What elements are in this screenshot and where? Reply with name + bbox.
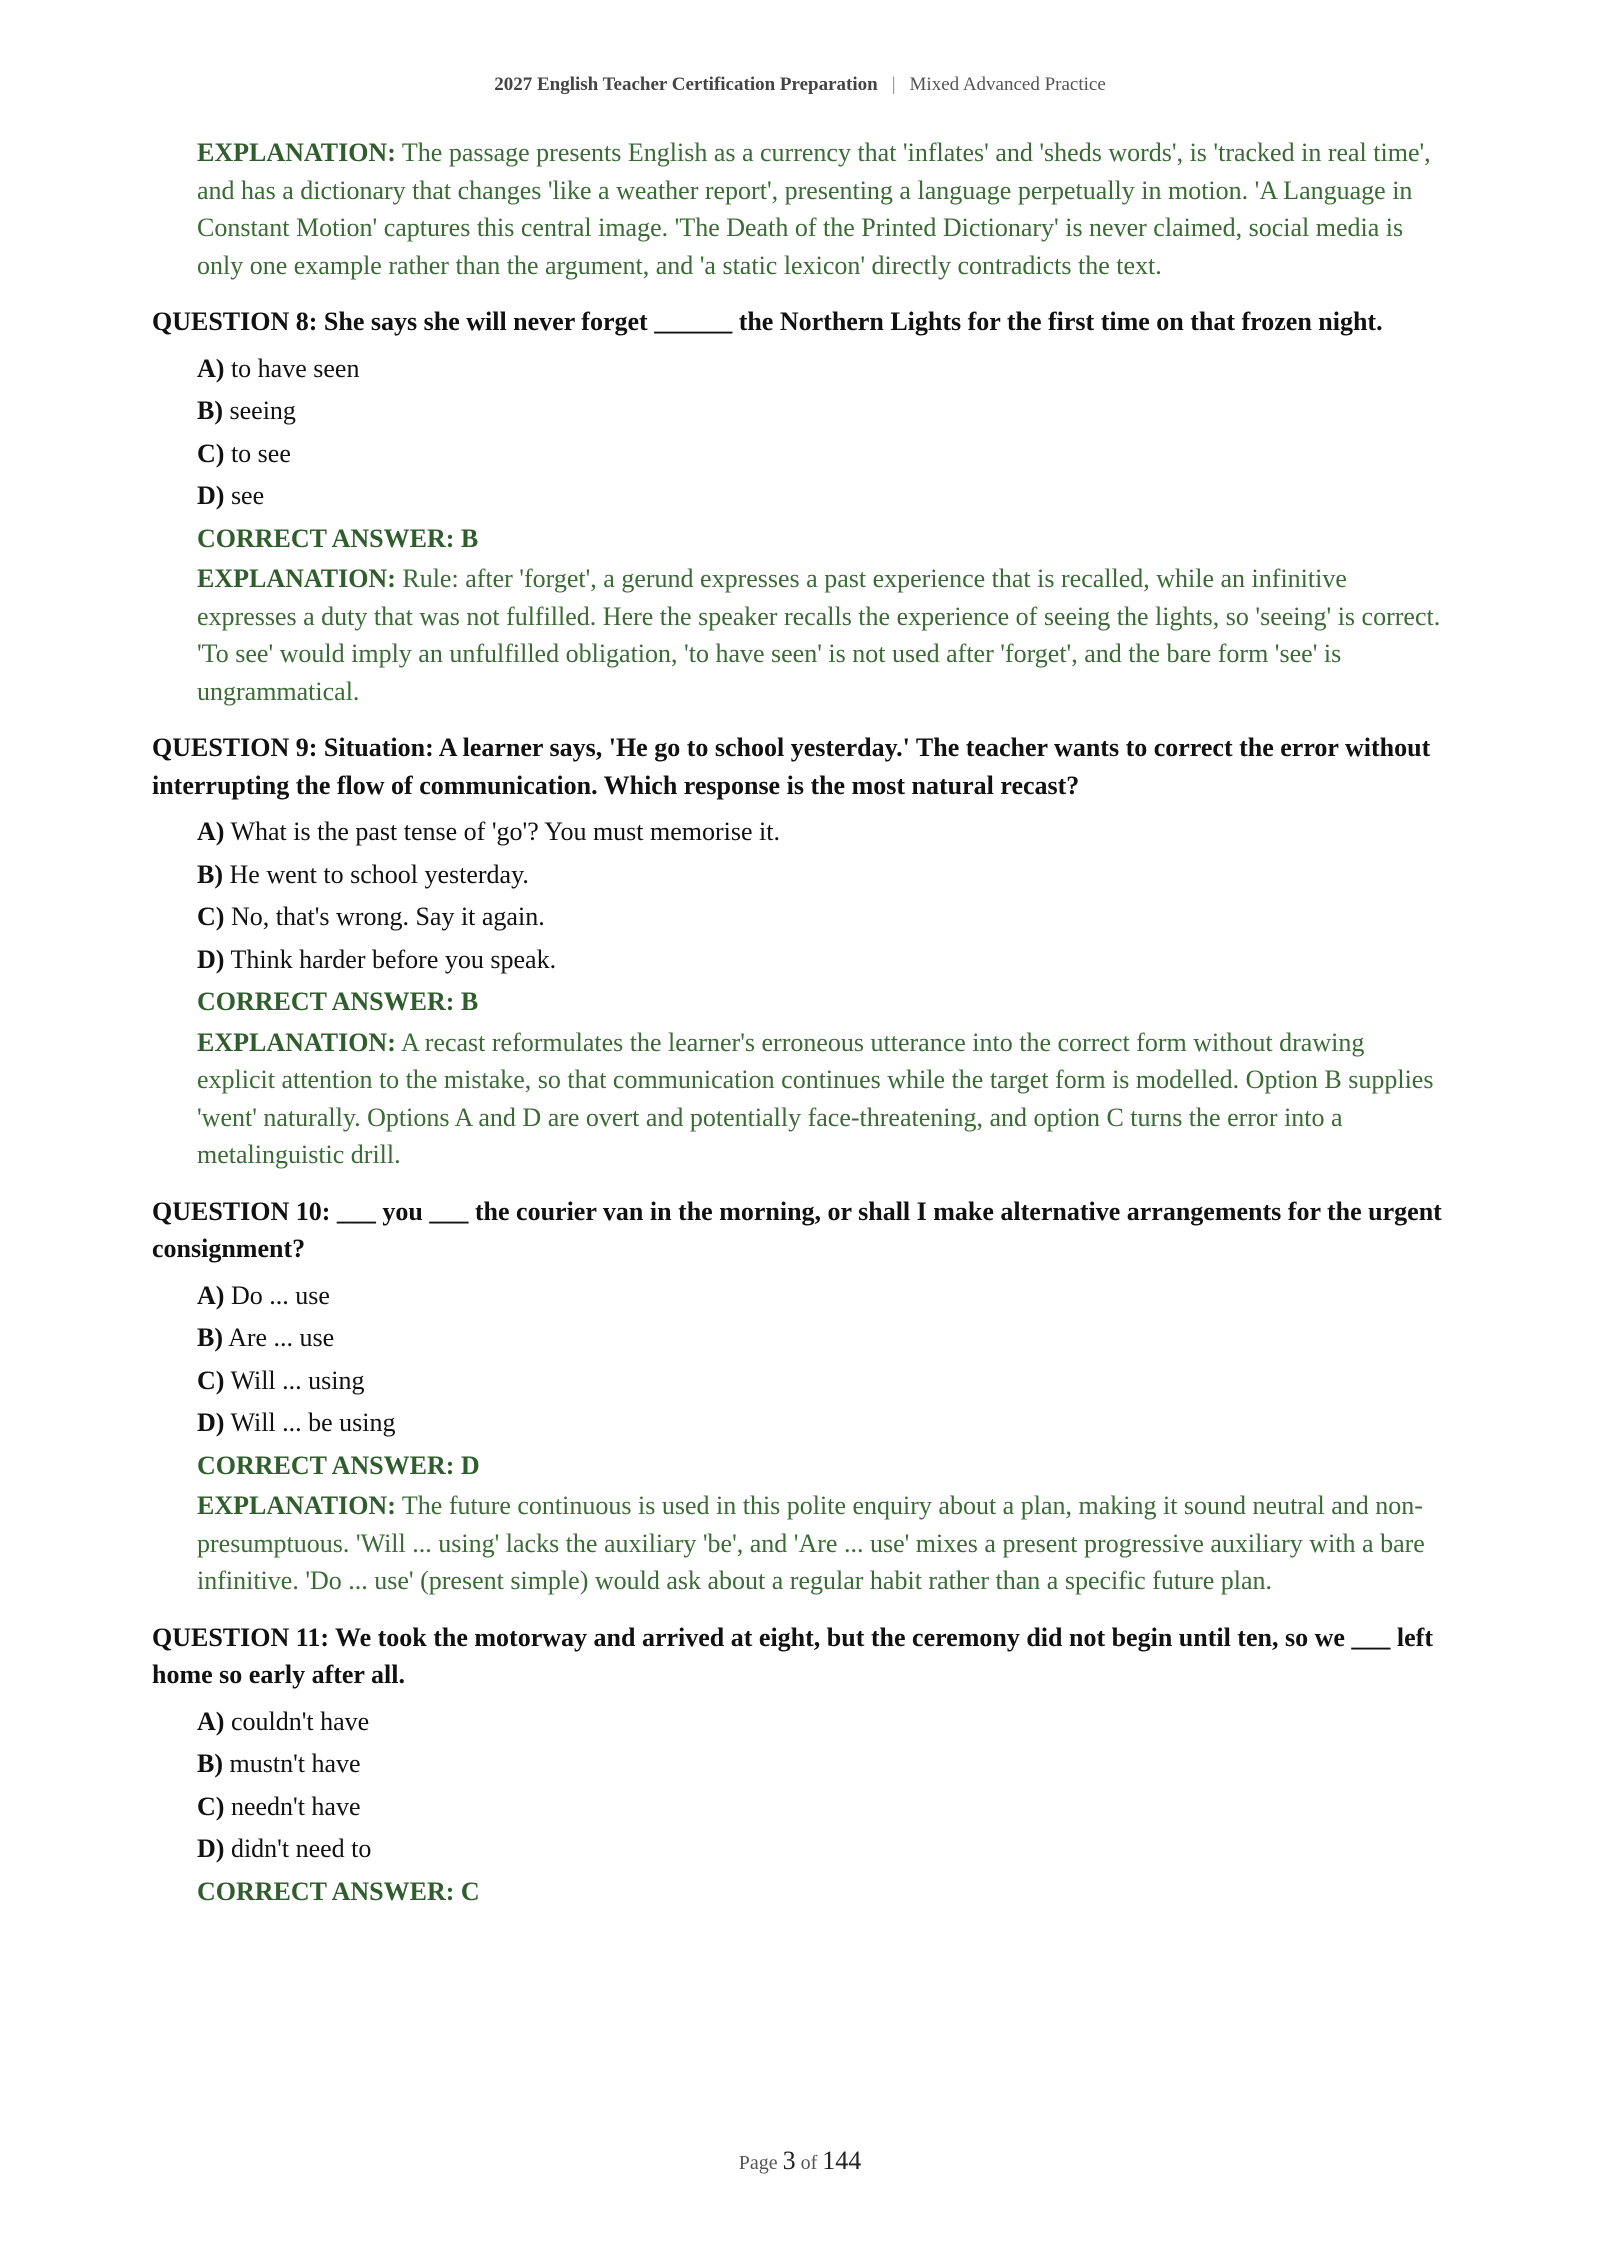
option-letter: C) bbox=[197, 902, 225, 931]
option-8-c[interactable] bbox=[197, 433, 1448, 476]
explanation-q10 bbox=[197, 1487, 1448, 1600]
option-text: couldn't have bbox=[230, 1706, 370, 1736]
option-8-b[interactable] bbox=[197, 390, 1448, 433]
page-header bbox=[0, 74, 1600, 96]
option-text: to have seen bbox=[230, 353, 360, 383]
explanation-text: The passage presents English as a currency that 'inflates' and 'sheds words', is 'tracked in real time', and has a dictionary that changes 'like a weather report', presenting a language perpetually in motion. 'A Language in Constant Motion' captures this central image. 'The Death of the Printed Dictionary' is never claimed, social media is only one example rather than the argument, and 'a static lexicon' directly contradicts the text. bbox=[197, 138, 1431, 280]
option-10-c[interactable] bbox=[197, 1360, 1448, 1403]
explanation-q9 bbox=[197, 1024, 1448, 1174]
total-pages: 144 bbox=[822, 2146, 862, 2175]
correct-answer-11: CORRECT ANSWER: C bbox=[197, 1876, 480, 1906]
question-11-title: QUESTION 11: We took the motorway and arrived at eight, but the ceremony did not begin until ten, so we ___ left home so early after all. bbox=[152, 1622, 1433, 1689]
option-letter: C) bbox=[197, 1791, 225, 1821]
option-10-a[interactable] bbox=[197, 1275, 1448, 1318]
correct-answer-9: CORRECT ANSWER: B bbox=[197, 987, 479, 1016]
page-content bbox=[152, 134, 1448, 1913]
page-number: 3 bbox=[782, 2146, 796, 2175]
header-separator: | bbox=[891, 74, 896, 95]
option-letter: B) bbox=[197, 1749, 223, 1778]
option-text: to see bbox=[230, 438, 291, 468]
option-text: seeing bbox=[229, 396, 296, 425]
option-letter: D) bbox=[197, 481, 225, 510]
option-text: didn't need to bbox=[230, 1834, 372, 1863]
option-letter: B) bbox=[197, 396, 223, 425]
option-letter: A) bbox=[197, 817, 225, 846]
option-text: Will ... be using bbox=[230, 1408, 396, 1437]
explanation-text: Rule: after 'forget', a gerund expresses a past experience that is recalled, while an infinitive expresses a duty that was not fulfilled. Here the speaker recalls the experience of seeing the lights, so 'seeing' is correct. 'To see' would imply an unfulfilled obligation, 'to have seen' is not used after 'forget', and the bare form 'see' is ungrammatical. bbox=[197, 564, 1441, 706]
correct-answer-10: CORRECT ANSWER: D bbox=[197, 1450, 480, 1480]
option-11-d[interactable] bbox=[197, 1828, 1448, 1871]
question-10-title: QUESTION 10: ___ you ___ the courier van in the morning, or shall I make alternative arrangements for the urgent consignment? bbox=[152, 1196, 1442, 1263]
option-letter: D) bbox=[197, 1834, 225, 1863]
option-text: No, that's wrong. Say it again. bbox=[230, 902, 545, 931]
correct-answer-8: CORRECT ANSWER: B bbox=[197, 523, 479, 553]
page-footer bbox=[0, 2146, 1600, 2176]
option-10-b[interactable] bbox=[197, 1317, 1448, 1360]
explanation-label: EXPLANATION: bbox=[197, 1027, 396, 1057]
option-letter: A) bbox=[197, 1706, 225, 1736]
option-letter: B) bbox=[197, 859, 223, 889]
option-letter: D) bbox=[197, 944, 225, 974]
explanation-label: EXPLANATION: bbox=[197, 138, 396, 167]
option-letter: A) bbox=[197, 1280, 225, 1310]
header-subtitle: Mixed Advanced Practice bbox=[909, 74, 1106, 95]
question-9-title: QUESTION 9: Situation: A learner says, 'He go to school yesterday.' The teacher wants to correct the error without interrupting the flow of communication. Which response is the most natural recast? bbox=[152, 733, 1431, 800]
page-label: Page bbox=[738, 2152, 778, 2174]
option-8-d[interactable] bbox=[197, 475, 1448, 518]
question-8-title: QUESTION 8: She says she will never forget ______ the Northern Lights for the first time on that frozen night. bbox=[152, 307, 1383, 336]
option-text: Think harder before you speak. bbox=[230, 944, 557, 974]
option-text: needn't have bbox=[230, 1791, 361, 1821]
option-letter: A) bbox=[197, 353, 225, 383]
explanation-label: EXPLANATION: bbox=[197, 564, 396, 593]
option-text: Will ... using bbox=[230, 1365, 365, 1395]
option-9-d[interactable] bbox=[197, 939, 1448, 982]
option-11-a[interactable] bbox=[197, 1701, 1448, 1744]
option-11-c[interactable] bbox=[197, 1786, 1448, 1829]
option-text: mustn't have bbox=[229, 1749, 361, 1778]
option-9-a[interactable] bbox=[197, 811, 1448, 854]
explanation-text: A recast reformulates the learner's erroneous utterance into the correct form without drawing explicit attention to the mistake, so that communication continues while the target form is modelled. Option B supplies 'went' naturally. Options A and D are overt and potentially face-threatening, and option C turns the error into a metalinguistic drill. bbox=[197, 1027, 1434, 1169]
option-10-d[interactable] bbox=[197, 1402, 1448, 1445]
option-text: He went to school yesterday. bbox=[229, 859, 529, 889]
option-text: Do ... use bbox=[230, 1280, 330, 1310]
option-letter: C) bbox=[197, 1365, 225, 1395]
option-text: Are ... use bbox=[228, 1323, 335, 1352]
of-label: of bbox=[800, 2152, 818, 2174]
option-text: What is the past tense of 'go'? You must memorise it. bbox=[230, 817, 780, 846]
option-letter: C) bbox=[197, 438, 225, 468]
option-8-a[interactable] bbox=[197, 348, 1448, 391]
option-9-c[interactable] bbox=[197, 896, 1448, 939]
option-letter: B) bbox=[197, 1323, 223, 1352]
explanation-q8 bbox=[197, 560, 1448, 710]
explanation-q7 bbox=[197, 134, 1448, 284]
header-title: 2027 English Teacher Certification Preparation bbox=[494, 74, 878, 95]
option-text: see bbox=[230, 481, 265, 510]
option-11-b[interactable] bbox=[197, 1743, 1448, 1786]
explanation-label: EXPLANATION: bbox=[197, 1491, 396, 1520]
option-letter: D) bbox=[197, 1408, 225, 1437]
option-9-b[interactable] bbox=[197, 854, 1448, 897]
explanation-text: The future continuous is used in this polite enquiry about a plan, making it sound neutral and non-presumptuous. 'Will ... using' lacks the auxiliary 'be', and 'Are ... use' mixes a present progressive auxiliary with a bare infinitive. 'Do ... use' (present simple) would ask about a regular habit rather than a specific future plan. bbox=[197, 1491, 1425, 1595]
